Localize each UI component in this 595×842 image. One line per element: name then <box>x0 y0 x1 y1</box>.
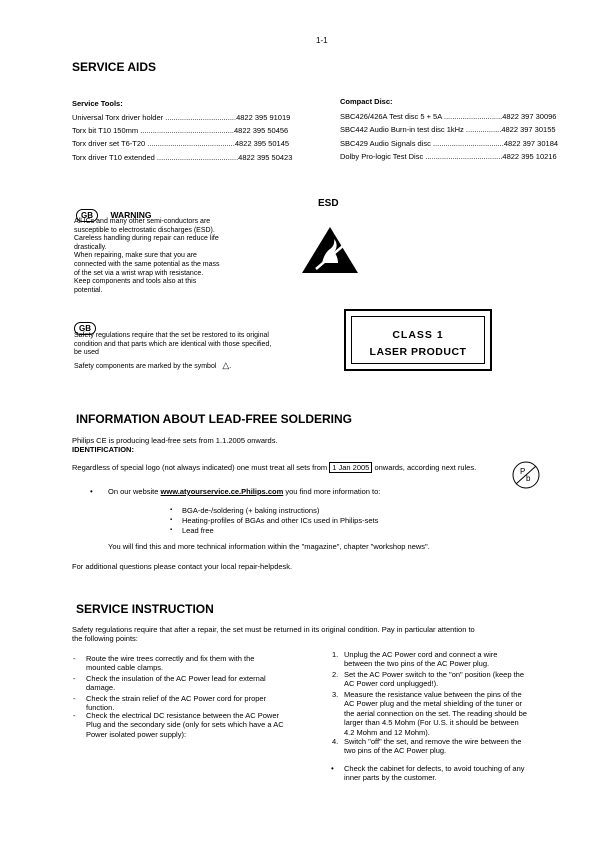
compact-disc-item: SBC429 Audio Signals disc ..................................4822 397 30184 <box>340 139 559 148</box>
step-line: Switch "off" the set, and remove the wire between the <box>344 737 522 746</box>
service-intro-1: Safety regulations require that after a repair, the set must be returned in its original condition. Pay in particular attention to <box>72 625 475 634</box>
leadfree-title: INFORMATION ABOUT LEAD-FREE SOLDERING <box>76 412 352 426</box>
pb-logo-text-b: b <box>526 474 531 483</box>
compact-disc-item: SBC426/426A Test disc 5 + 5A ............................4822 397 30096 <box>340 112 557 121</box>
step-number: 1. <box>332 650 339 659</box>
subitem-label: Heating-profiles of BGAs and other ICs used in Philips-sets <box>182 516 379 525</box>
service-aids-title: SERVICE AIDS <box>72 60 157 74</box>
gb-badge: GB <box>74 322 96 335</box>
step-line: Unplug the AC Power cord and connect a wire <box>344 650 498 659</box>
bullet-icon: ▪ <box>170 527 173 533</box>
step-line: two pins of the AC Power plug. <box>344 746 447 756</box>
checklist-line: Check the insulation of the AC Power lead for external <box>86 674 266 683</box>
warning-line: Keep components and tools also at this <box>74 278 197 286</box>
service-tools-heading: Service Tools: <box>72 99 123 108</box>
laser-product: LASER PRODUCT <box>369 346 467 358</box>
bullet-icon: • <box>90 487 93 496</box>
warning-line: Careless handling during repair can reduce life <box>74 235 219 243</box>
warning-line: When repairing, make sure that you are <box>74 252 197 260</box>
step-number: 4. <box>332 737 339 746</box>
website-link[interactable]: www.atyourservice.ce.Philips.com <box>160 487 284 496</box>
pb-logo-text: P <box>520 467 526 476</box>
safety-text <box>74 332 314 358</box>
warning-text <box>74 218 284 295</box>
rule-text-pre: Regardless of special logo (not always indicated) one must treat all sets from <box>72 463 328 472</box>
leadfree-subitem <box>170 506 320 515</box>
warning-line: drastically. <box>74 243 107 251</box>
dash-icon: - <box>73 694 76 703</box>
service-tool-item: Torx driver set T6-T20 ..........................................4822 395 50145 <box>72 139 290 148</box>
bullet-icon: ▪ <box>170 517 173 523</box>
safety-line: Safety regulations require that the set be restored to its original <box>74 332 269 339</box>
laser-product-label <box>344 309 492 371</box>
safety-symbol-text: Safety components are marked by the symbol <box>74 363 217 370</box>
page-number: 1-1 <box>316 36 328 45</box>
resistance-step <box>332 650 562 669</box>
step-line: AC Power cord unplugged!). <box>344 679 439 689</box>
checklist-item <box>73 654 336 673</box>
subitem-label: BGA-de-/soldering (+ baking instructions) <box>182 506 320 515</box>
identification-heading: IDENTIFICATION: <box>72 445 134 454</box>
step-body <box>344 737 562 756</box>
step-line: the aerial connection on the set. The reading should be <box>344 708 527 718</box>
rule-date-box: 1 Jan 2005 <box>329 462 372 473</box>
bullet-icon: • <box>331 764 334 773</box>
website-bullet <box>90 487 381 496</box>
step-line: larger than 4.5 Mohm (For U.S. it should be between <box>344 718 519 728</box>
checklist-line: Check the strain relief of the AC Power cord for proper <box>86 694 267 703</box>
step-line: AC Power plug and the metal shielding of the tuner or <box>344 699 523 709</box>
checklist-line: mounted cable clamps. <box>86 663 164 673</box>
warning-line: All ICs and many other semi-conductors are <box>74 218 211 225</box>
subitem-label: Lead free <box>182 526 214 535</box>
gb-badge: GB <box>76 209 98 222</box>
leadfree-rule <box>72 463 476 472</box>
dash-icon: - <box>73 711 76 720</box>
step-body <box>344 690 562 737</box>
safety-line: be used <box>74 349 99 357</box>
service-tool-item: Torx bit T10 150mm .............................................4822 395 50456 <box>72 126 289 135</box>
contact-note: For additional questions please contact your local repair-helpdesk. <box>72 562 293 571</box>
service-instruction-title: SERVICE INSTRUCTION <box>76 602 214 616</box>
final-line: inner parts by the customer. <box>344 773 437 783</box>
safety-line: condition and that parts which are identical with those specified, <box>74 340 272 348</box>
compact-disc-item: Dolby Pro-logic Test Disc .....................................4822 395 10216 <box>340 152 557 161</box>
safety-symbol-line <box>74 361 231 372</box>
service-tool-item: Torx driver T10 extended .......................................4822 395 50423 <box>72 153 293 162</box>
warning-line: potential. <box>74 286 103 294</box>
esd-label: ESD <box>318 198 339 209</box>
step-line: 4.2 Mohm and 12 Mohm). <box>344 727 430 737</box>
checklist-line: Plug and the secondary side (only for sets which have a AC <box>86 720 284 730</box>
esd-warning-icon <box>300 225 360 275</box>
safety-symbol-end: . <box>229 363 232 370</box>
warning-line: connected with the same potential as the mass <box>74 260 220 268</box>
rule-text-post: onwards, according next rules. <box>374 463 477 472</box>
final-bullet-item <box>331 764 564 783</box>
checklist-line: damage. <box>86 683 116 693</box>
leadfree-subitem <box>170 526 214 535</box>
lead-free-pb-icon <box>511 460 541 490</box>
bullet-icon: ▪ <box>170 507 173 513</box>
dash-icon: - <box>73 674 76 683</box>
warning-line: susceptible to electrostatic discharges (ESD). <box>74 226 215 234</box>
step-line: Set the AC Power switch to the "on" position (keep the <box>344 670 525 679</box>
checklist-item <box>73 694 336 713</box>
dash-icon: - <box>73 654 76 663</box>
service-tool-item: Universal Torx driver holder ..................................4822 395 91019 <box>72 113 291 122</box>
warning-title: WARNING <box>110 210 152 220</box>
website-pre: On our website <box>108 487 159 496</box>
resistance-step <box>332 670 562 689</box>
step-line: Measure the resistance value between the pins of the <box>344 690 522 699</box>
resistance-step <box>332 737 562 756</box>
warning-line: of the set via a wrist wrap with resistance. <box>74 269 204 277</box>
checklist-item <box>73 711 336 739</box>
step-number: 2. <box>332 670 339 679</box>
step-line: between the two pins of the AC Power plug. <box>344 659 490 669</box>
step-body <box>344 650 562 669</box>
leadfree-intro: Philips CE is producing lead-free sets from 1.1.2005 onwards. <box>72 436 278 445</box>
compact-disc-heading: Compact Disc: <box>340 97 393 106</box>
step-number: 3. <box>332 690 339 699</box>
laser-class: CLASS 1 <box>392 329 444 341</box>
checklist-item <box>73 674 336 693</box>
checklist-line: Route the wire trees correctly and fix them with the <box>86 654 255 663</box>
final-line: Check the cabinet for defects, to avoid touching of any <box>344 764 525 773</box>
service-intro-2: the following points: <box>72 634 138 643</box>
compact-disc-item: SBC442 Audio Burn-in test disc 1kHz .................4822 397 30155 <box>340 125 556 134</box>
magazine-note: You will find this and more technical information within the "magazine", chapter "workshop news". <box>108 542 430 551</box>
checklist-line: function. <box>86 703 115 713</box>
resistance-step <box>332 690 562 737</box>
leadfree-subitem <box>170 516 379 525</box>
step-body <box>344 670 562 689</box>
safety-triangle-icon: △ <box>222 360 230 370</box>
checklist-line: Power isolated power supply): <box>86 729 187 739</box>
website-post: you find more information to: <box>285 487 381 496</box>
checklist-line: Check the electrical DC resistance between the AC Power <box>86 711 280 720</box>
